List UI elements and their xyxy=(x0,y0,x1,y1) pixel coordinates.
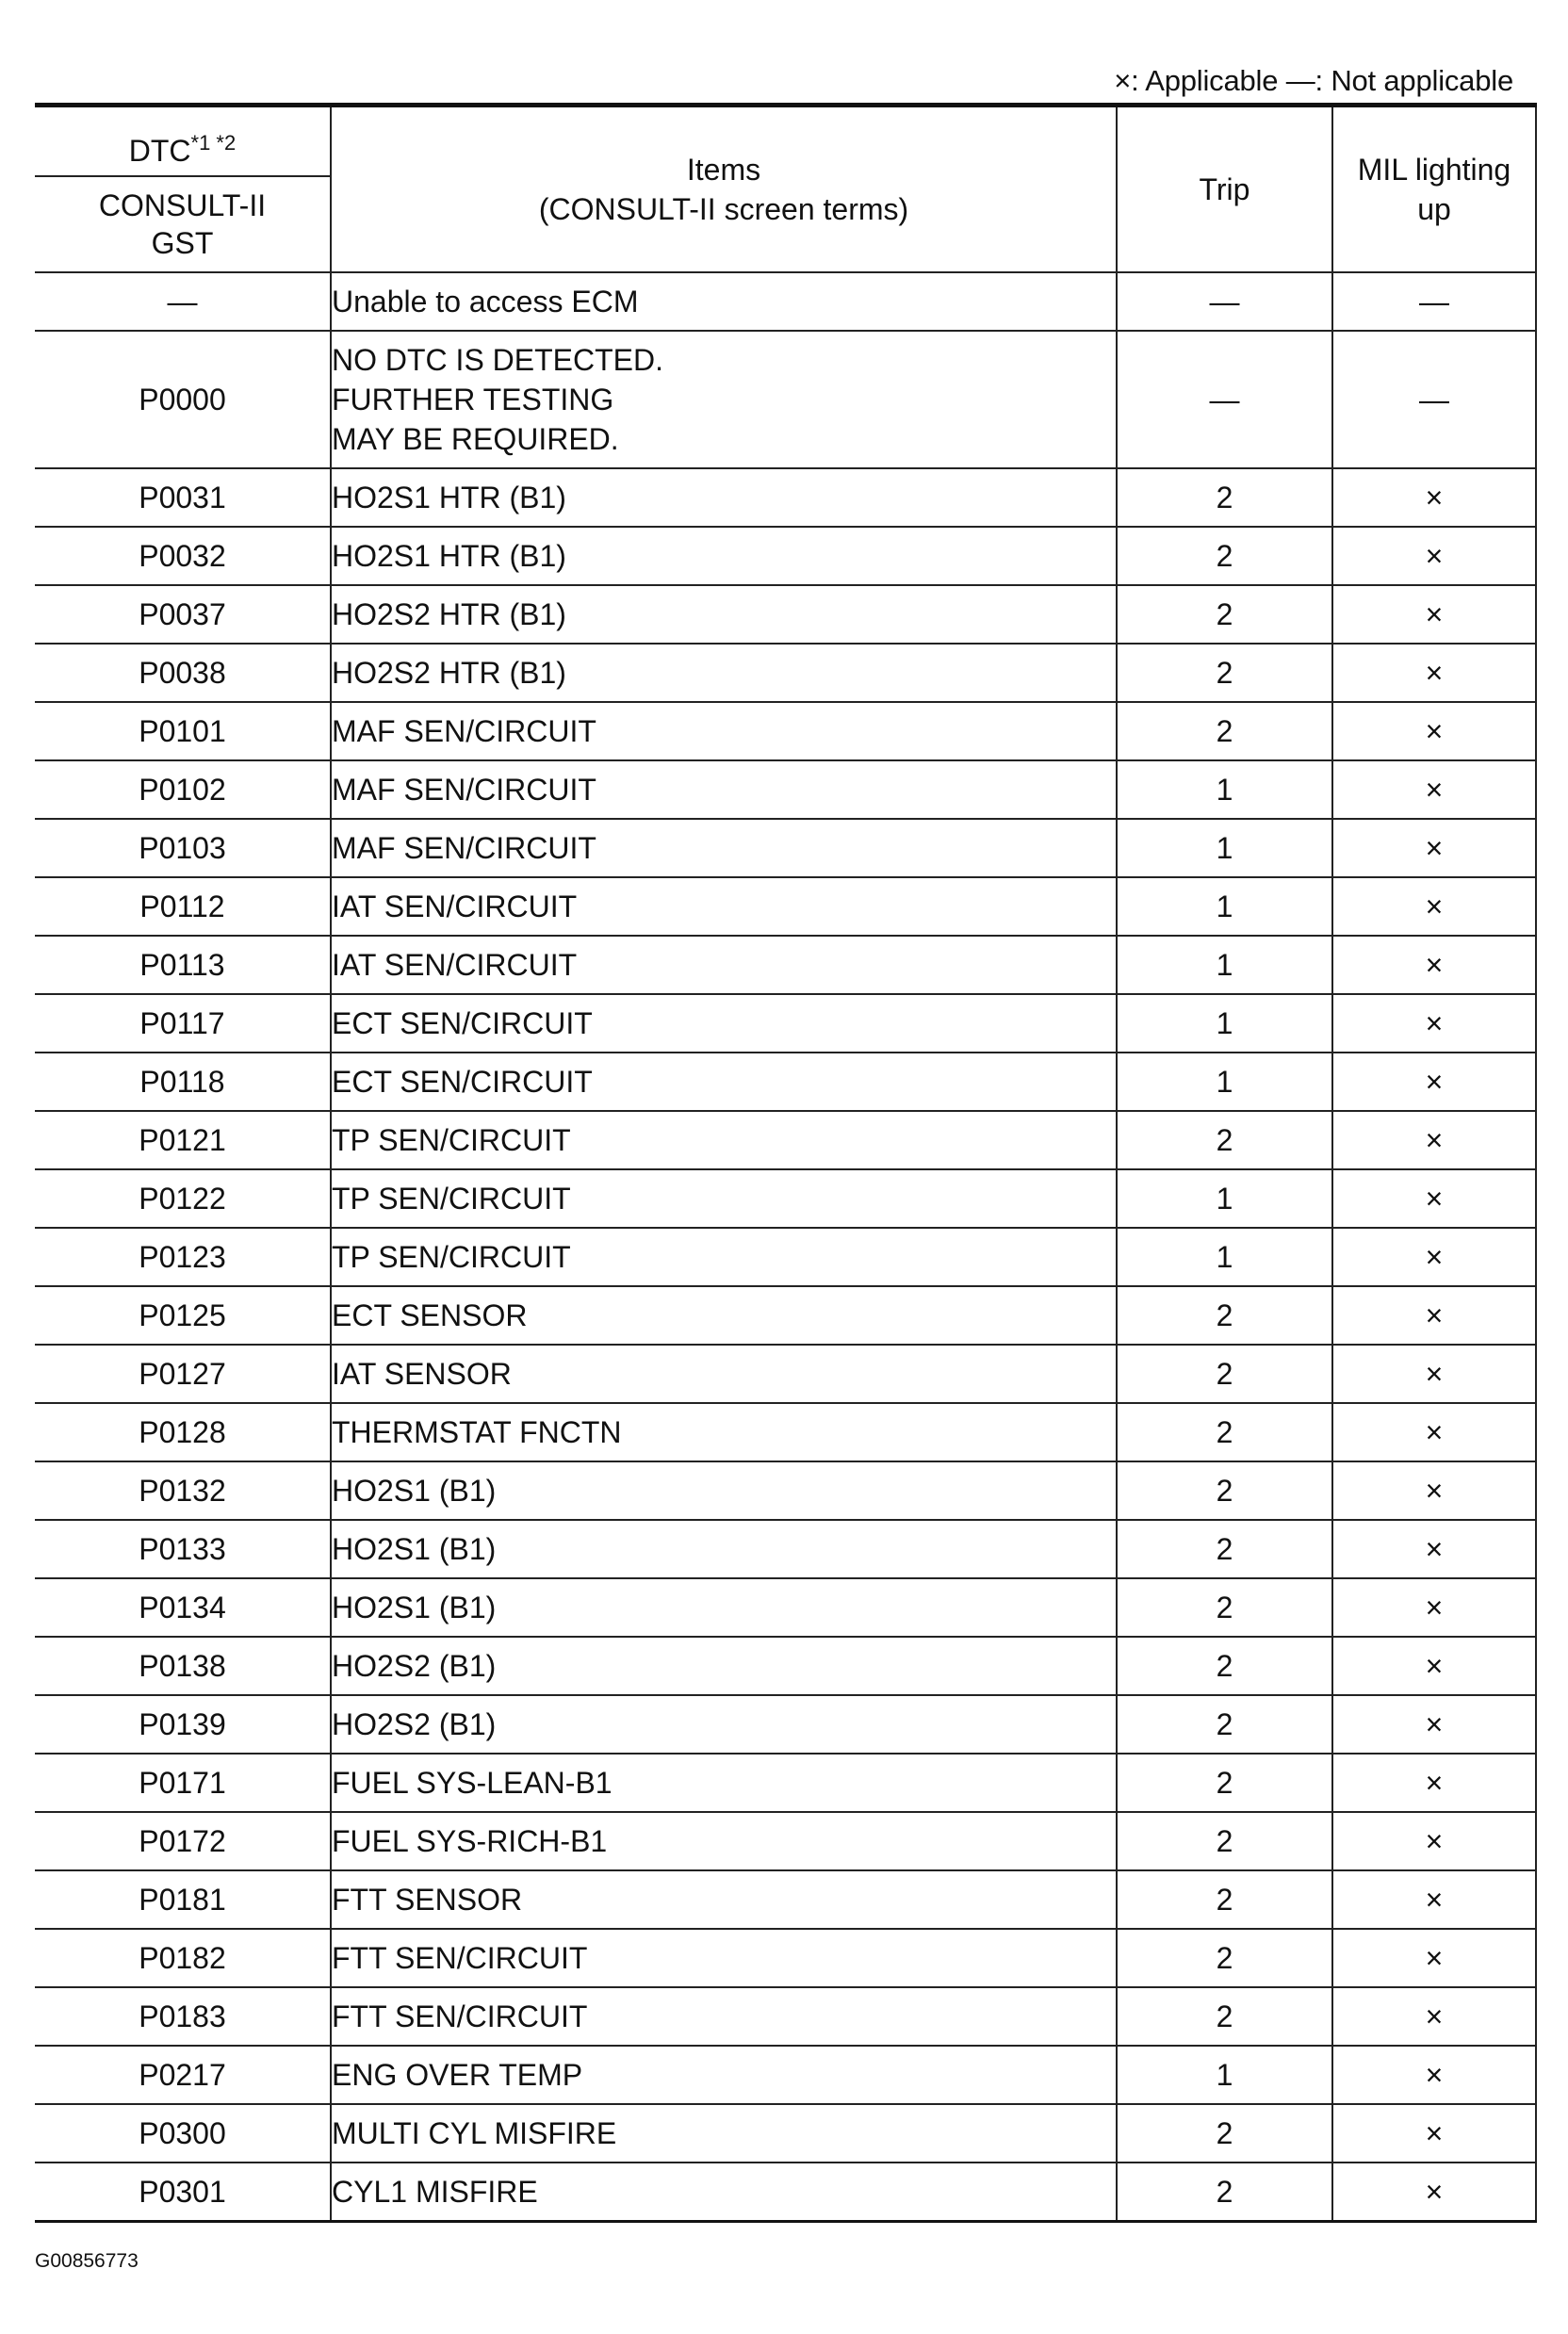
table-row xyxy=(35,994,1536,1053)
header-dtc xyxy=(35,106,331,177)
table-row xyxy=(35,468,1536,527)
item-cell: FTT SEN/CIRCUIT xyxy=(331,1987,1117,2046)
dtc-code-cell: P0138 xyxy=(35,1637,331,1695)
trip-cell: 2 xyxy=(1117,1870,1332,1929)
dtc-code-cell: P0132 xyxy=(35,1461,331,1520)
table-row xyxy=(35,1578,1536,1637)
trip-cell: — xyxy=(1117,272,1332,331)
table-row xyxy=(35,644,1536,702)
table-row xyxy=(35,1169,1536,1228)
table-row xyxy=(35,1228,1536,1286)
table-row xyxy=(35,2104,1536,2163)
dtc-code-cell: P0000 xyxy=(35,331,331,468)
table-row xyxy=(35,936,1536,994)
trip-cell: 2 xyxy=(1117,1461,1332,1520)
dtc-code-cell: P0122 xyxy=(35,1169,331,1228)
item-cell: HO2S1 (B1) xyxy=(331,1578,1117,1637)
mil-cell: × xyxy=(1332,1695,1536,1754)
trip-cell: 1 xyxy=(1117,2046,1332,2104)
mil-cell: × xyxy=(1332,1345,1536,1403)
mil-cell: × xyxy=(1332,2046,1536,2104)
header-items xyxy=(331,106,1117,273)
mil-cell: × xyxy=(1332,1637,1536,1695)
mil-cell: × xyxy=(1332,1111,1536,1169)
table-row xyxy=(35,1053,1536,1111)
table-row xyxy=(35,760,1536,819)
table-row xyxy=(35,1812,1536,1870)
item-cell: FTT SENSOR xyxy=(331,1870,1117,1929)
dtc-table xyxy=(35,103,1537,2223)
table-row xyxy=(35,819,1536,877)
table-row xyxy=(35,877,1536,936)
dtc-code-cell: P0127 xyxy=(35,1345,331,1403)
item-cell: MAF SEN/CIRCUIT xyxy=(331,760,1117,819)
table-row xyxy=(35,331,1536,468)
table-row xyxy=(35,1695,1536,1754)
mil-cell: × xyxy=(1332,1870,1536,1929)
table-row xyxy=(35,1929,1536,1987)
mil-cell: × xyxy=(1332,1578,1536,1637)
trip-cell: 1 xyxy=(1117,760,1332,819)
item-cell: HO2S2 HTR (B1) xyxy=(331,644,1117,702)
item-cell: HO2S2 (B1) xyxy=(331,1637,1117,1695)
trip-cell: 2 xyxy=(1117,585,1332,644)
mil-cell: × xyxy=(1332,2163,1536,2222)
dtc-code-cell: P0102 xyxy=(35,760,331,819)
table-row xyxy=(35,1403,1536,1461)
table-row xyxy=(35,1637,1536,1695)
trip-cell: 2 xyxy=(1117,1695,1332,1754)
trip-cell: 2 xyxy=(1117,1754,1332,1812)
header-consult: CONSULT-II xyxy=(98,188,267,222)
item-cell: HO2S1 HTR (B1) xyxy=(331,468,1117,527)
dtc-code-cell: P0134 xyxy=(35,1578,331,1637)
item-cell: HO2S1 (B1) xyxy=(331,1520,1117,1578)
header-mil-line2: up xyxy=(1417,192,1451,226)
dtc-code-cell: P0139 xyxy=(35,1695,331,1754)
dtc-code-cell: P0123 xyxy=(35,1228,331,1286)
dtc-code-cell: P0103 xyxy=(35,819,331,877)
header-items-line1: Items xyxy=(686,153,761,187)
table-row xyxy=(35,1870,1536,1929)
dtc-code-cell: P0217 xyxy=(35,2046,331,2104)
table-row xyxy=(35,585,1536,644)
trip-cell: 2 xyxy=(1117,468,1332,527)
dtc-code-cell: P0113 xyxy=(35,936,331,994)
item-cell: HO2S2 (B1) xyxy=(331,1695,1117,1754)
dtc-code-cell: P0118 xyxy=(35,1053,331,1111)
mil-cell: — xyxy=(1332,331,1536,468)
table-row xyxy=(35,1461,1536,1520)
item-cell: IAT SEN/CIRCUIT xyxy=(331,936,1117,994)
legend-applicable: ×: Applicable xyxy=(1114,64,1279,97)
figure-id: G00856773 xyxy=(35,2250,139,2272)
dtc-code-cell: P0032 xyxy=(35,527,331,585)
dtc-code-cell: P0125 xyxy=(35,1286,331,1345)
mil-cell: — xyxy=(1332,272,1536,331)
trip-cell: 2 xyxy=(1117,1345,1332,1403)
mil-cell: × xyxy=(1332,1403,1536,1461)
legend xyxy=(1114,64,1513,98)
mil-cell: × xyxy=(1332,1520,1536,1578)
header-gst: GST xyxy=(151,226,214,260)
trip-cell: 2 xyxy=(1117,702,1332,760)
table-row xyxy=(35,702,1536,760)
mil-cell: × xyxy=(1332,2104,1536,2163)
dtc-code-cell: P0031 xyxy=(35,468,331,527)
table-row xyxy=(35,1754,1536,1812)
item-cell: HO2S1 (B1) xyxy=(331,1461,1117,1520)
trip-cell: 2 xyxy=(1117,1403,1332,1461)
trip-cell: 1 xyxy=(1117,994,1332,1053)
table-row xyxy=(35,1520,1536,1578)
mil-cell: × xyxy=(1332,1228,1536,1286)
dtc-code-cell: P0101 xyxy=(35,702,331,760)
dtc-code-cell: P0301 xyxy=(35,2163,331,2222)
mil-cell: × xyxy=(1332,877,1536,936)
trip-cell: 1 xyxy=(1117,877,1332,936)
trip-cell: 1 xyxy=(1117,1053,1332,1111)
mil-cell: × xyxy=(1332,1461,1536,1520)
dtc-code-cell: P0172 xyxy=(35,1812,331,1870)
item-cell: IAT SEN/CIRCUIT xyxy=(331,877,1117,936)
table-row xyxy=(35,1987,1536,2046)
dtc-code-cell: P0112 xyxy=(35,877,331,936)
item-cell: ECT SENSOR xyxy=(331,1286,1117,1345)
mil-cell: × xyxy=(1332,1929,1536,1987)
trip-cell: 2 xyxy=(1117,644,1332,702)
trip-cell: 2 xyxy=(1117,1987,1332,2046)
item-cell: MAF SEN/CIRCUIT xyxy=(331,819,1117,877)
mil-cell: × xyxy=(1332,1987,1536,2046)
header-consult-gst xyxy=(35,176,331,272)
trip-cell: 1 xyxy=(1117,1228,1332,1286)
trip-cell: 2 xyxy=(1117,1111,1332,1169)
mil-cell: × xyxy=(1332,1286,1536,1345)
mil-cell: × xyxy=(1332,1053,1536,1111)
item-cell: ECT SEN/CIRCUIT xyxy=(331,994,1117,1053)
item-cell: NO DTC IS DETECTED. FURTHER TESTING MAY BE REQUIRED. xyxy=(331,331,1117,468)
item-cell: THERMSTAT FNCTN xyxy=(331,1403,1117,1461)
table-row xyxy=(35,1345,1536,1403)
trip-cell: — xyxy=(1117,331,1332,468)
mil-cell: × xyxy=(1332,819,1536,877)
mil-cell: × xyxy=(1332,936,1536,994)
dtc-code-cell: P0128 xyxy=(35,1403,331,1461)
mil-cell: × xyxy=(1332,527,1536,585)
dtc-code-cell: P0300 xyxy=(35,2104,331,2163)
dtc-code-cell: — xyxy=(35,272,331,331)
dtc-code-cell: P0038 xyxy=(35,644,331,702)
header-mil xyxy=(1332,106,1536,273)
dtc-code-cell: P0181 xyxy=(35,1870,331,1929)
trip-cell: 2 xyxy=(1117,1286,1332,1345)
mil-cell: × xyxy=(1332,1754,1536,1812)
trip-cell: 2 xyxy=(1117,1929,1332,1987)
item-cell: CYL1 MISFIRE xyxy=(331,2163,1117,2222)
header-mil-line1: MIL lighting xyxy=(1357,153,1511,187)
table-row xyxy=(35,272,1536,331)
item-cell: TP SEN/CIRCUIT xyxy=(331,1228,1117,1286)
table-row xyxy=(35,1286,1536,1345)
trip-cell: 2 xyxy=(1117,1520,1332,1578)
mil-cell: × xyxy=(1332,644,1536,702)
item-cell: HO2S1 HTR (B1) xyxy=(331,527,1117,585)
legend-not-applicable: —: Not applicable xyxy=(1285,64,1513,97)
trip-cell: 2 xyxy=(1117,2163,1332,2222)
header-dtc-notes: *1 *2 xyxy=(190,131,237,155)
trip-cell: 2 xyxy=(1117,1578,1332,1637)
mil-cell: × xyxy=(1332,1812,1536,1870)
dtc-code-cell: P0121 xyxy=(35,1111,331,1169)
table-row xyxy=(35,527,1536,585)
table-row xyxy=(35,1111,1536,1169)
dtc-code-cell: P0037 xyxy=(35,585,331,644)
item-cell: MULTI CYL MISFIRE xyxy=(331,2104,1117,2163)
mil-cell: × xyxy=(1332,760,1536,819)
trip-cell: 2 xyxy=(1117,1637,1332,1695)
trip-cell: 2 xyxy=(1117,1812,1332,1870)
dtc-code-cell: P0171 xyxy=(35,1754,331,1812)
trip-cell: 2 xyxy=(1117,527,1332,585)
item-cell: IAT SENSOR xyxy=(331,1345,1117,1403)
table-row xyxy=(35,2046,1536,2104)
mil-cell: × xyxy=(1332,702,1536,760)
dtc-table-body xyxy=(35,272,1536,2222)
dtc-code-cell: P0182 xyxy=(35,1929,331,1987)
item-cell: TP SEN/CIRCUIT xyxy=(331,1169,1117,1228)
header-trip: Trip xyxy=(1117,106,1332,273)
dtc-code-cell: P0183 xyxy=(35,1987,331,2046)
table-row xyxy=(35,2163,1536,2222)
item-cell: FTT SEN/CIRCUIT xyxy=(331,1929,1117,1987)
item-cell: MAF SEN/CIRCUIT xyxy=(331,702,1117,760)
item-cell: FUEL SYS-LEAN-B1 xyxy=(331,1754,1117,1812)
mil-cell: × xyxy=(1332,1169,1536,1228)
dtc-code-cell: P0117 xyxy=(35,994,331,1053)
item-cell: ENG OVER TEMP xyxy=(331,2046,1117,2104)
trip-cell: 1 xyxy=(1117,819,1332,877)
mil-cell: × xyxy=(1332,994,1536,1053)
item-cell: Unable to access ECM xyxy=(331,272,1117,331)
trip-cell: 2 xyxy=(1117,2104,1332,2163)
trip-cell: 1 xyxy=(1117,1169,1332,1228)
item-cell: ECT SEN/CIRCUIT xyxy=(331,1053,1117,1111)
mil-cell: × xyxy=(1332,468,1536,527)
trip-cell: 1 xyxy=(1117,936,1332,994)
dtc-code-cell: P0133 xyxy=(35,1520,331,1578)
item-cell: TP SEN/CIRCUIT xyxy=(331,1111,1117,1169)
header-dtc-label: DTC xyxy=(128,134,191,168)
header-items-line2: (CONSULT-II screen terms) xyxy=(538,192,909,226)
item-cell: FUEL SYS-RICH-B1 xyxy=(331,1812,1117,1870)
item-cell: HO2S2 HTR (B1) xyxy=(331,585,1117,644)
mil-cell: × xyxy=(1332,585,1536,644)
